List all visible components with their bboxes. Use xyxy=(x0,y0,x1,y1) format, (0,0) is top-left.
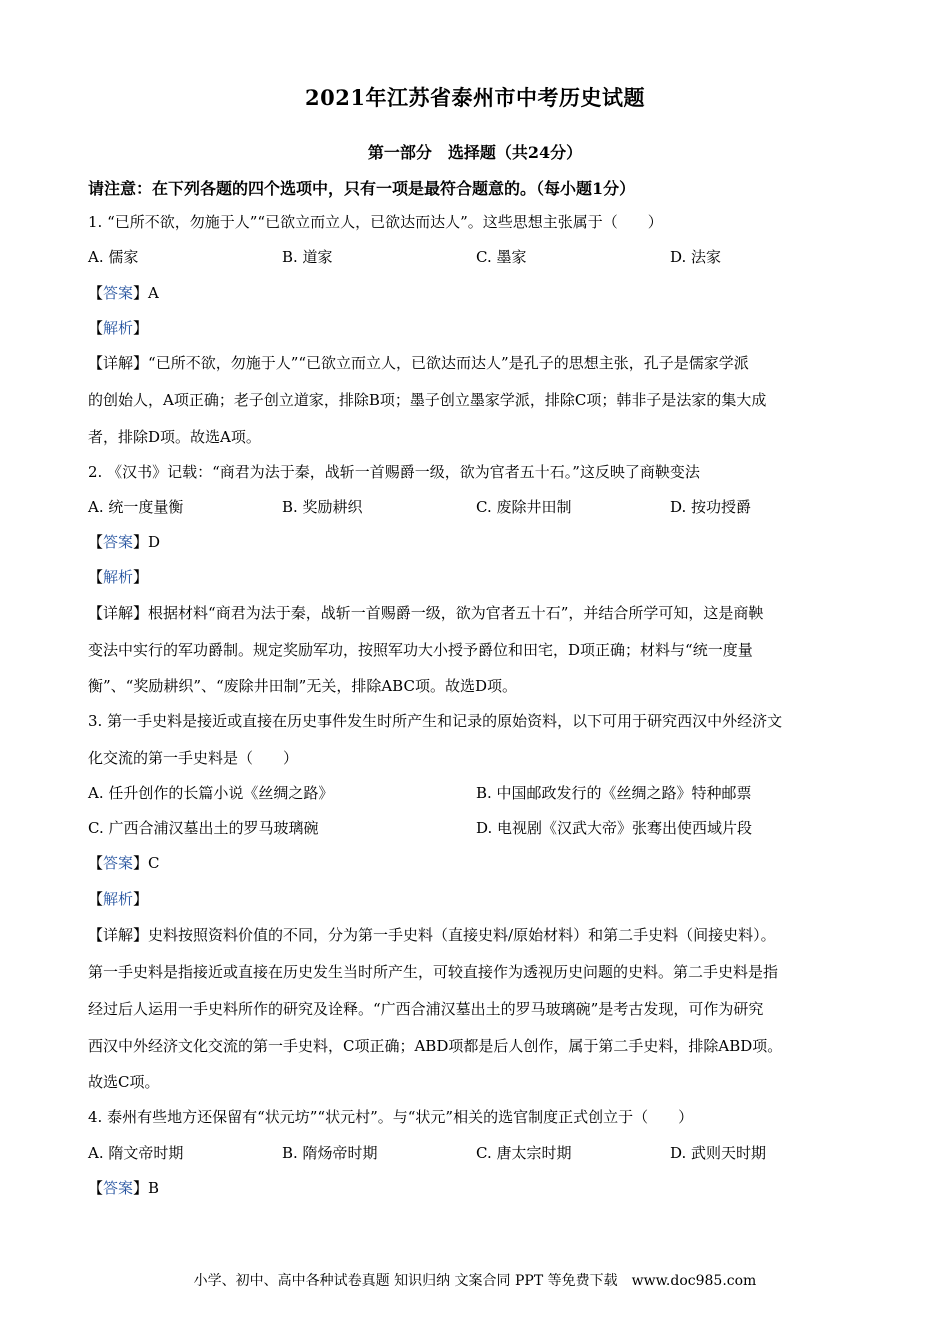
q1-detail-line: 的创始人，A项正确；老子创立道家，排除B项；墨子创立墨家学派，排除C项；韩非子是法家的集大成 xyxy=(88,391,767,409)
q2-stem: 2. 《汉书》记载：“商君为法于秦，战斩一首赐爵一级，欲为官者五十石。”这反映了商鞅变法 xyxy=(88,463,700,481)
detail-label: 详解 xyxy=(103,354,134,372)
q3-detail-line: 第一手史料是指接近或直接在历史发生当时所产生，可较直接作为透视历史问题的史料。第二手史料是指 xyxy=(88,963,779,981)
q3-stem: 3. 第一手史料是接近或直接在历史事件发生时所产生和记录的原始资料，以下可用于研究西汉中外经济文 xyxy=(88,712,783,730)
q1-answer-value: A xyxy=(148,284,159,302)
q4-option-d: D. 武则天时期 xyxy=(670,1144,767,1162)
q3-detail-line: 【详解】史料按照资料价值的不同，分为第一手史料（直接史料/原始材料）和第二手史料（间接史料）。 xyxy=(88,926,776,944)
q4-stem: 4. 泰州有些地方还保留有“状元坊”“状元村”。与“状元”相关的选官制度正式创立于（ ） xyxy=(88,1108,694,1126)
analysis-label: 解析 xyxy=(103,319,134,337)
q1-option-c: C. 墨家 xyxy=(476,248,527,266)
q4-option-b: B. 隋炀帝时期 xyxy=(282,1144,378,1162)
q2-detail-line: 衡”、“奖励耕织”、“废除井田制”无关，排除ABC项。故选D项。 xyxy=(88,677,517,695)
q3-answer-value: C xyxy=(148,854,160,872)
q1-analysis: 【解析】 xyxy=(88,319,149,337)
q4-answer-value: B xyxy=(148,1179,160,1197)
q3-answer: 【答案】C xyxy=(88,854,160,872)
q2-detail-line: 【详解】根据材料“商君为法于秦，战斩一首赐爵一级，欲为官者五十石”，并结合所学可知，这是商鞅 xyxy=(88,604,764,622)
q3-option-d: D. 电视剧《汉武大帝》张骞出使西域片段 xyxy=(476,819,753,837)
q2-analysis: 【解析】 xyxy=(88,568,149,586)
q1-detail-line: 者，排除D项。故选A项。 xyxy=(88,428,261,446)
q3-analysis: 【解析】 xyxy=(88,890,149,908)
q4-option-a: A. 隋文帝时期 xyxy=(88,1144,184,1162)
q1-detail-line: 【详解】“已所不欲，勿施于人”“已欲立而立人，已欲达而达人”是孔子的思想主张，孔子是儒家学派 xyxy=(88,354,749,372)
q2-option-a: A. 统一度量衡 xyxy=(88,498,184,516)
part-heading: 第一部分 选择题（共24分） xyxy=(367,143,583,162)
q1-option-a: A. 儒家 xyxy=(88,248,139,266)
q2-answer-value: D xyxy=(148,533,161,551)
q3-stem: 化交流的第一手史料是（ ） xyxy=(88,749,299,767)
q3-detail-line: 经过后人运用一手史料所作的研究及诠释。“广西合浦汉墓出土的罗马玻璃碗”是考古发现，可作为研究 xyxy=(88,1000,764,1018)
answer-label: 答案 xyxy=(103,284,134,302)
q2-answer: 【答案】D xyxy=(88,533,161,551)
q1-option-b: B. 道家 xyxy=(282,248,333,266)
q2-detail-line: 变法中实行的军功爵制。规定奖励军功，按照军功大小授予爵位和田宅，D项正确；材料与“统一度量 xyxy=(88,641,753,659)
q4-option-c: C. 唐太宗时期 xyxy=(476,1144,572,1162)
q1-stem: 1. “已所不欲，勿施于人”“已欲立而立人，已欲达而达人”。这些思想主张属于（ ） xyxy=(88,213,663,231)
page-footer: 小学、初中、高中各种试卷真题 知识归纳 文案合同 PPT 等免费下载 www.doc985.com xyxy=(193,1273,757,1289)
notice-text: 请注意：在下列各题的四个选项中，只有一项是最符合题意的。（每小题1分） xyxy=(88,179,636,198)
q2-option-d: D. 按功授爵 xyxy=(670,498,752,516)
q3-detail-line: 西汉中外经济文化交流的第一手史料，C项正确；ABD项都是后人创作，属于第二手史料，排除ABD项。 xyxy=(88,1037,783,1055)
q3-option-b: B. 中国邮政发行的《丝绸之路》特种邮票 xyxy=(476,784,752,802)
q3-option-c: C. 广西合浦汉墓出土的罗马玻璃碗 xyxy=(88,819,319,837)
q1-answer: 【答案】A xyxy=(88,284,159,302)
page-title: 2021年江苏省泰州市中考历史试题 xyxy=(305,85,645,110)
q2-option-c: C. 废除井田制 xyxy=(476,498,572,516)
q3-detail-line: 故选C项。 xyxy=(88,1073,160,1091)
q1-option-d: D. 法家 xyxy=(670,248,722,266)
q2-option-b: B. 奖励耕织 xyxy=(282,498,363,516)
q4-answer: 【答案】B xyxy=(88,1179,160,1197)
q3-option-a: A. 任升创作的长篇小说《丝绸之路》 xyxy=(88,784,334,802)
